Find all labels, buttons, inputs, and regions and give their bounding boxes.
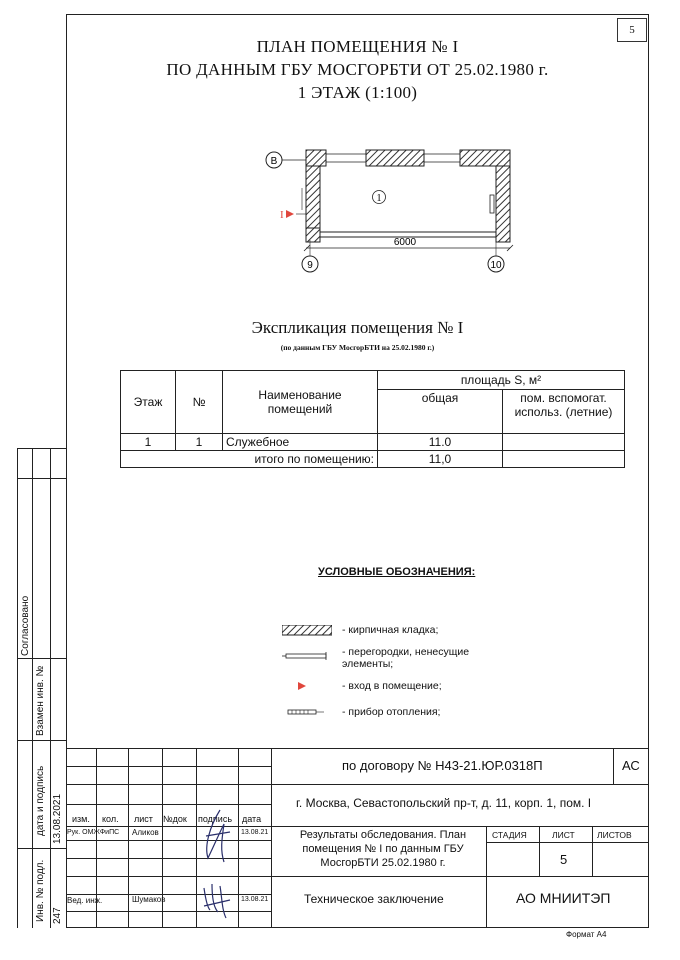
- row-floor: 1: [121, 434, 176, 451]
- legend-text: - перегородки, ненесущие элементы;: [342, 646, 470, 670]
- address: г. Москва, Севастопольский пр-т, д. 11, корп. 1, пом. I: [296, 796, 592, 810]
- dimension-label: 6000: [393, 237, 417, 248]
- explication-title: Экспликация помещения № I: [251, 318, 464, 337]
- sheets-label: ЛИСТОВ: [597, 830, 632, 840]
- axis-10-label: 10: [490, 260, 502, 271]
- header-number: №: [176, 371, 223, 434]
- contract-number: по договору № Н43-21.ЮР.0318П: [342, 758, 543, 773]
- heater-icon: [282, 707, 332, 719]
- person-date: 13.08.21: [241, 829, 269, 836]
- person-name: Аликов: [132, 828, 159, 837]
- axis-9-label: 9: [307, 260, 313, 271]
- legend-title: УСЛОВНЫЕ ОБОЗНАЧЕНИЯ:: [318, 566, 476, 578]
- header-list: лист: [134, 814, 153, 824]
- side-replace-inv: Взамен инв. №: [35, 665, 46, 736]
- axis-b-label: В: [270, 156, 278, 167]
- explication-subtitle: (по данным ГБУ МосгорБТИ на 25.02.1980 г.): [280, 343, 435, 352]
- signature-2: [200, 878, 236, 924]
- header-izm: изм.: [72, 814, 90, 824]
- header-date: дата: [242, 814, 262, 824]
- header-aux: пом. вспомогат. использ. (летние): [503, 390, 625, 434]
- row-name: Служебное: [223, 434, 378, 451]
- title-line-2: ПО ДАННЫМ ГБУ МОСГОРБТИ ОТ 25.02.1980 г.: [166, 60, 549, 79]
- header-floor: Этаж: [121, 371, 176, 434]
- summary-aux: [503, 451, 625, 468]
- sheet-label: ЛИСТ: [552, 830, 575, 840]
- document-type: Техническое заключение: [304, 892, 444, 906]
- summary-total: 11,0: [378, 451, 503, 468]
- header-ndok: №док: [163, 814, 187, 824]
- entrance-mark: I: [280, 209, 284, 221]
- project-code: АС: [622, 758, 640, 773]
- person-name: Шумаков: [132, 895, 166, 904]
- header-area: площадь S, м²: [378, 371, 625, 390]
- stage-label: СТАДИЯ: [492, 830, 527, 840]
- entrance-arrow-icon: [282, 681, 332, 693]
- side-inv-orig: Инв. № подл.: [35, 859, 46, 922]
- row-aux: [503, 434, 625, 451]
- legend-text: - прибор отопления;: [342, 706, 441, 718]
- side-date-value: 13.08.2021: [52, 793, 63, 844]
- summary-label: итого по помещению:: [121, 451, 378, 468]
- explication-table: [120, 370, 625, 468]
- partition-icon: [282, 650, 332, 666]
- person-role: Рук. ОМЖФиПС: [67, 829, 120, 836]
- header-total: общая: [378, 390, 503, 434]
- title-line-3: 1 ЭТАЖ (1:100): [297, 83, 418, 102]
- legend-text: - вход в помещение;: [342, 680, 442, 692]
- sheet-value: 5: [560, 852, 568, 867]
- legend-text: - кирпичная кладка;: [342, 624, 439, 636]
- side-inv-value: 247: [52, 907, 63, 924]
- room-number: 1: [376, 193, 382, 204]
- organization: АО МНИИТЭП: [516, 890, 611, 906]
- brick-hatch-icon: [282, 625, 332, 637]
- table-row: [121, 434, 625, 451]
- floor-plan: [260, 140, 530, 280]
- side-agreed: Согласовано: [20, 595, 31, 656]
- title-block: [66, 748, 649, 928]
- signature-1: [200, 806, 238, 866]
- document-title: Результаты обследования. План помещения № I по данным ГБУ МосгорБТИ 25.02.1980 г.: [299, 829, 467, 869]
- header-sign: подпись: [198, 814, 233, 824]
- sheet-number: 5: [629, 24, 635, 36]
- row-total: 11.0: [378, 434, 503, 451]
- header-name: Наименование помещений: [223, 371, 378, 434]
- side-date-sign: дата и подпись: [35, 765, 46, 836]
- format-label: Формат А4: [566, 930, 607, 939]
- person-role: Вед. инж.: [67, 896, 103, 905]
- side-stamp: [17, 448, 66, 928]
- person-date: 13.08.21: [241, 896, 269, 903]
- header-kol: кол.: [102, 814, 119, 824]
- summary-row: [121, 451, 625, 468]
- title-line-1: ПЛАН ПОМЕЩЕНИЯ № I: [256, 37, 459, 56]
- row-number: 1: [176, 434, 223, 451]
